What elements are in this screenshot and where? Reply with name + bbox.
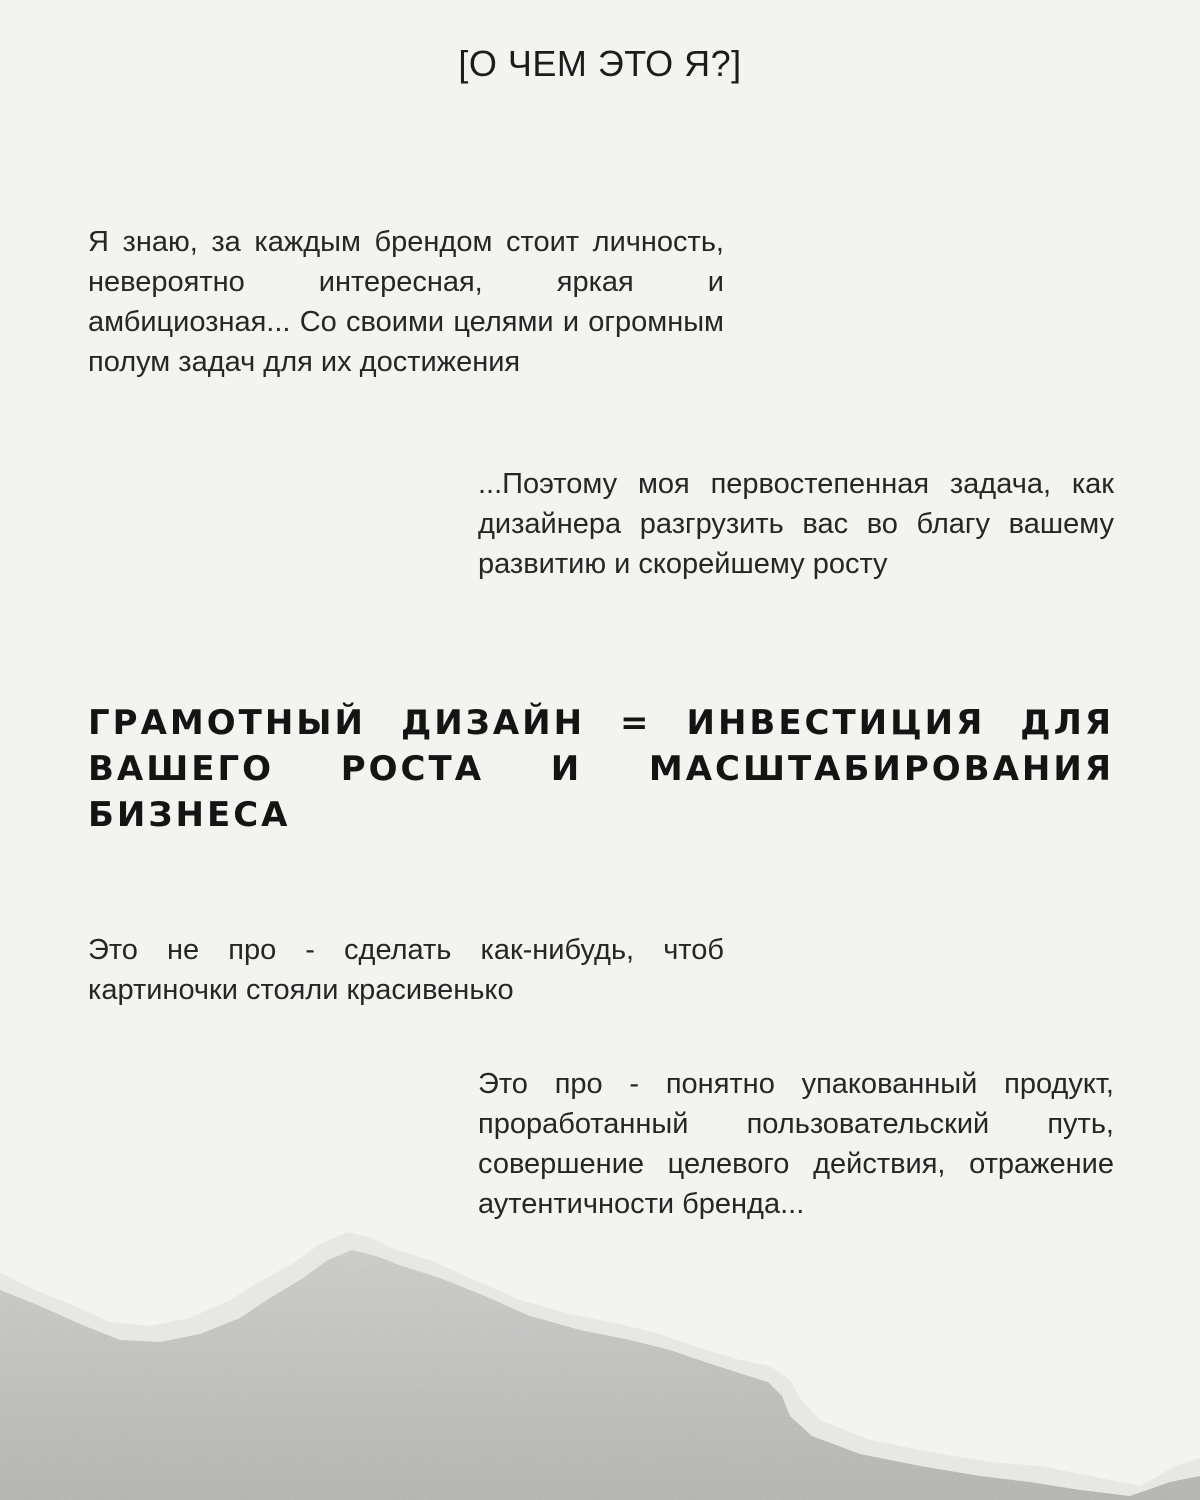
- page-title: [О ЧЕМ ЭТО Я?]: [458, 43, 742, 84]
- torn-paper-body: [0, 1250, 1200, 1500]
- task-paragraph: ...Поэтому моя первостепенная задача, как дизайнера разгрузить вас во благу вашему развитию и скорейшему росту: [478, 468, 1114, 580]
- torn-paper-image: [0, 1230, 1200, 1500]
- not-about-paragraph: Это не про - сделать как-нибудь, чтоб картиночки стояли красивенько: [88, 934, 724, 1006]
- intro-paragraph: Я знаю, за каждым брендом стоит личность, невероятно интересная, яркая и амбициозная... Со своими целями и огромным полум задач для их достижения: [88, 226, 724, 378]
- headline: ГРАМОТНЫЙ ДИЗАЙН = ИНВЕСТИЦИЯ ДЛЯ ВАШЕГО РОСТА И МАСШТАБИРОВАНИЯ БИЗНЕСА: [88, 703, 1114, 835]
- about-paragraph: Это про - понятно упакованный продукт, проработанный пользовательский путь, совершение целевого действия, отражение аутентичности бренда...: [478, 1068, 1114, 1220]
